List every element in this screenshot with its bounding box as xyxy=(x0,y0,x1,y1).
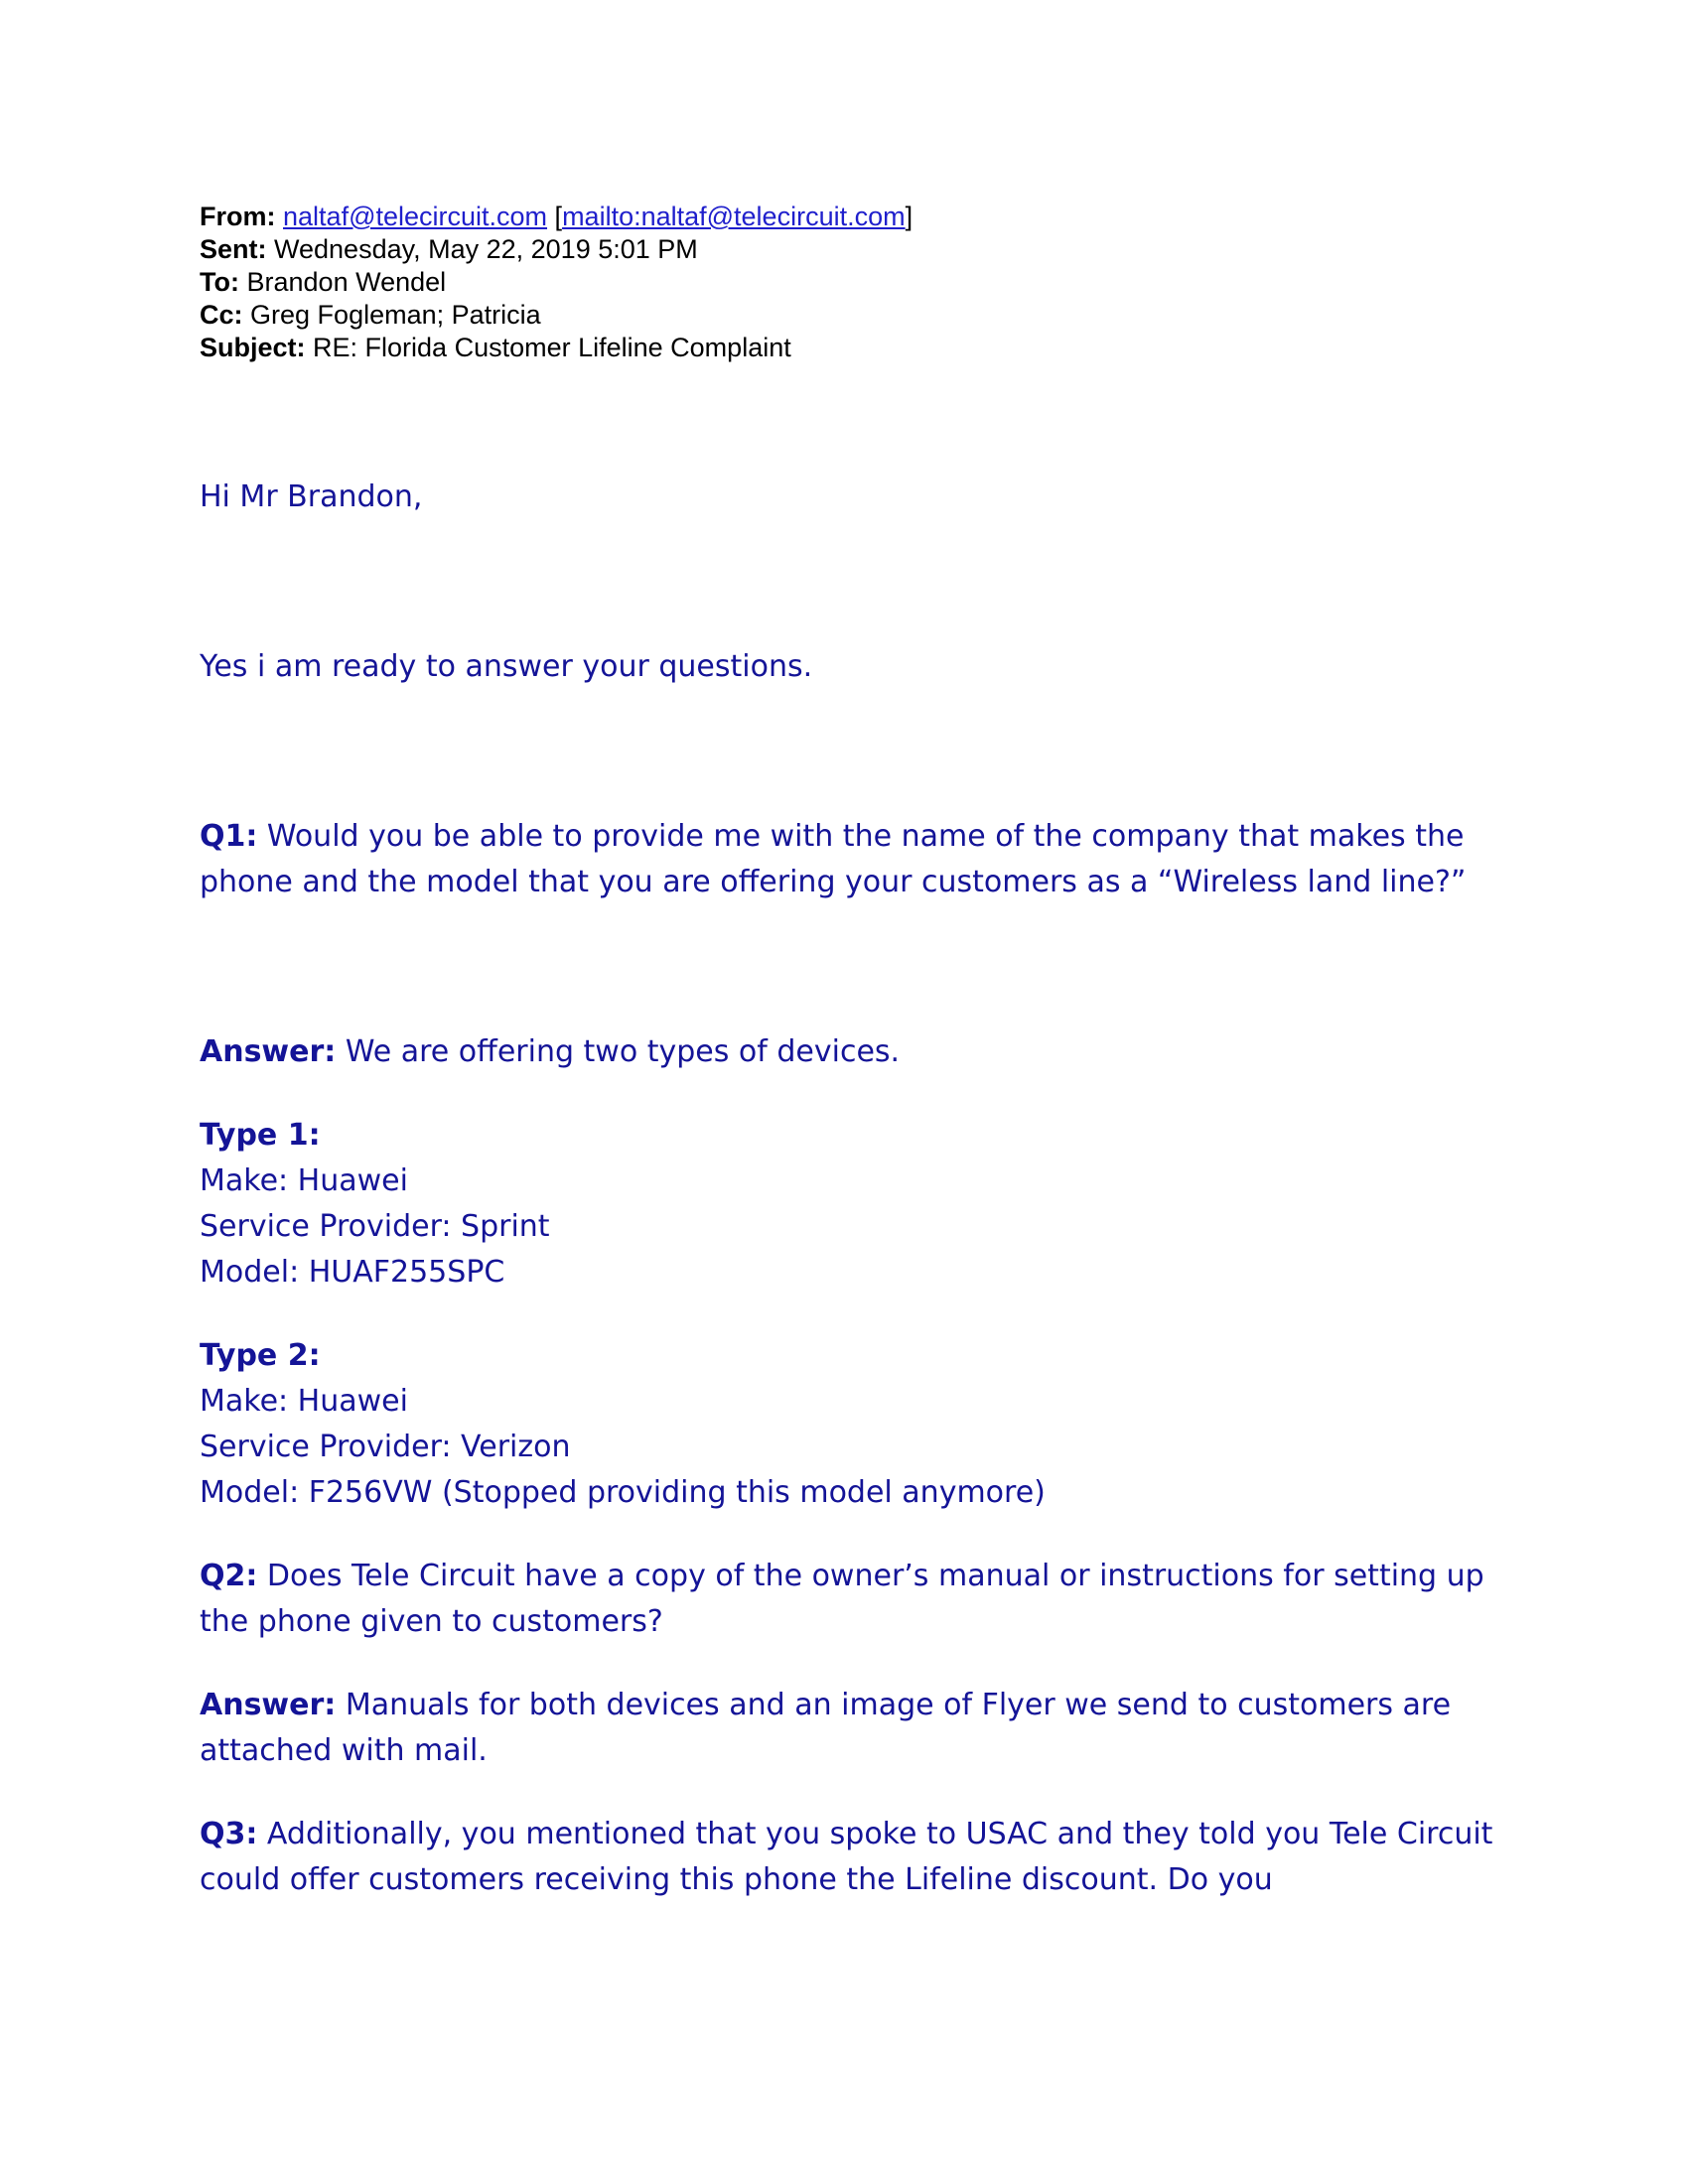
mailto-close-bracket: ] xyxy=(905,202,914,231)
device-type-1 xyxy=(200,1113,1510,1296)
type2-label: Type 2: xyxy=(200,1338,321,1373)
q3-label: Q3: xyxy=(200,1817,258,1851)
question-3 xyxy=(200,1812,1510,1903)
sent-label: Sent: xyxy=(200,234,267,264)
subject-label: Subject: xyxy=(200,333,306,362)
q2-label: Q2: xyxy=(200,1559,258,1593)
to-label: To: xyxy=(200,267,239,297)
greeting: Hi Mr Brandon, xyxy=(200,479,423,514)
sent-line xyxy=(200,233,913,266)
cc-line xyxy=(200,299,913,332)
cc-value: Greg Fogleman; Patricia xyxy=(250,300,541,330)
subject-line xyxy=(200,332,913,364)
type1-model: Model: HUAF255SPC xyxy=(200,1255,505,1290)
from-line xyxy=(200,201,913,233)
question-1 xyxy=(200,814,1510,905)
from-email-link[interactable]: naltaf@telecircuit.com xyxy=(283,202,548,231)
subject-value: RE: Florida Customer Lifeline Complaint xyxy=(313,333,791,362)
question-2 xyxy=(200,1554,1510,1645)
sent-value: Wednesday, May 22, 2019 5:01 PM xyxy=(274,234,698,264)
to-value: Brandon Wendel xyxy=(246,267,447,297)
q3-text: Additionally, you mentioned that you spoke to USAC and they told you Tele Circuit could offer customers receiving this phone the Lifeline discount. Do you xyxy=(200,1817,1493,1897)
mailto-open-bracket: [ xyxy=(554,202,563,231)
q2-text: Does Tele Circuit have a copy of the owner’s manual or instructions for setting up the phone given to customers? xyxy=(200,1559,1484,1639)
type2-model: Model: F256VW (Stopped providing this model anymore) xyxy=(200,1475,1046,1510)
to-line xyxy=(200,266,913,299)
email-body xyxy=(200,475,1510,1903)
type2-make: Make: Huawei xyxy=(200,1384,408,1419)
email-header xyxy=(200,201,913,364)
type1-make: Make: Huawei xyxy=(200,1163,408,1198)
ready-line: Yes i am ready to answer your questions. xyxy=(200,649,813,684)
mailto-link[interactable]: mailto:naltaf@telecircuit.com xyxy=(562,202,906,231)
q1-label: Q1: xyxy=(200,819,258,854)
a2-text: Manuals for both devices and an image of Flyer we send to customers are attached with mail. xyxy=(200,1688,1452,1768)
cc-label: Cc: xyxy=(200,300,243,330)
type2-provider: Service Provider: Verizon xyxy=(200,1430,571,1464)
q1-text: Would you be able to provide me with the name of the company that makes the phone and the model that you are offering your customers as a “Wireless land line?” xyxy=(200,819,1467,899)
device-type-2 xyxy=(200,1333,1510,1516)
from-label: From: xyxy=(200,202,276,231)
answer-2 xyxy=(200,1683,1510,1774)
a1-text: We are offering two types of devices. xyxy=(345,1034,901,1069)
type1-label: Type 1: xyxy=(200,1118,321,1153)
a2-label: Answer: xyxy=(200,1688,337,1722)
a1-label: Answer: xyxy=(200,1034,337,1069)
answer-1 xyxy=(200,1029,1510,1075)
type1-provider: Service Provider: Sprint xyxy=(200,1209,550,1244)
